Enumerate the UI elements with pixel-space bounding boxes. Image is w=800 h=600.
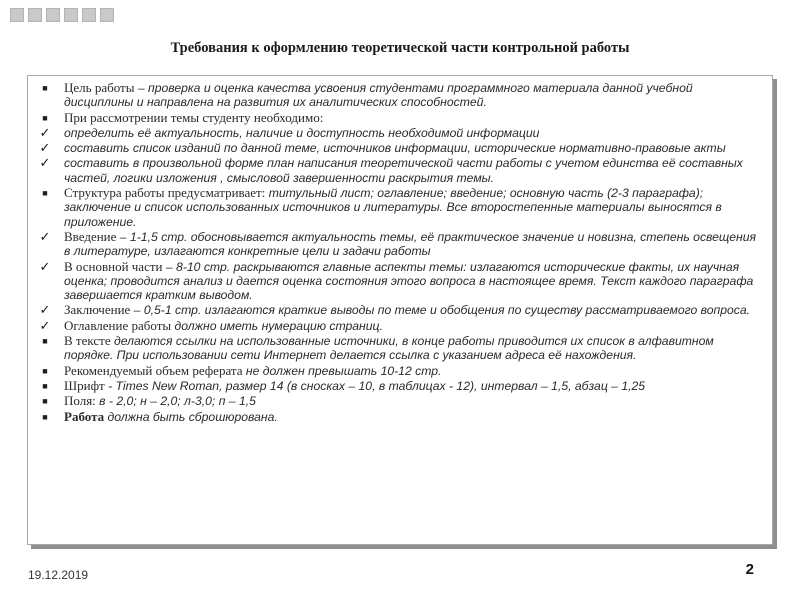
list-item [36, 260, 760, 303]
list-item [36, 410, 760, 424]
checkmark-bullet-icon: ✓ [39, 124, 51, 140]
square-bullet-icon: ■ [42, 365, 48, 376]
square-bullet-icon: ■ [42, 336, 48, 347]
item-text: – 1-1,5 стр. обосновывается актуальность темы, её практическое значение и новизна, степень освещения в литературе, излагаются конкретные цели и задачи работы [64, 229, 757, 259]
list-item [36, 394, 760, 408]
deco-square [10, 8, 24, 22]
slide-title: Требования к оформлению теоретической части контрольной работы [170, 40, 630, 56]
checkmark-bullet-icon: ✓ [39, 317, 51, 333]
list-item [36, 230, 760, 259]
item-lead: Работа [64, 408, 105, 424]
checkmark-bullet-icon: ✓ [39, 302, 51, 318]
item-lead: Цель работы [64, 80, 135, 95]
item-lead: В основной части [64, 258, 163, 274]
checkmark-bullet-icon: ✓ [39, 258, 51, 274]
deco-square [28, 8, 42, 22]
deco-square [100, 8, 114, 22]
item-text: определить её актуальность, наличие и доступность необходимой информации [64, 125, 540, 140]
content-box [27, 75, 773, 545]
page-number: 2 [745, 561, 754, 578]
deco-square [64, 8, 78, 22]
item-text: - Times New Roman, размер 14 (в сносках – 10, в таблицах - 12), интервал – 1,5, абзац – 1,25 [104, 378, 646, 393]
item-text: составить список изданий по данной теме, источников информации, исторические нормативно-правовые акты [64, 141, 726, 156]
list-item [36, 364, 760, 378]
item-lead: Заключение [64, 302, 131, 318]
requirements-list [36, 81, 760, 424]
item-text: не должен превышать 10-12 стр. [242, 363, 442, 378]
item-lead: Шрифт [64, 377, 105, 393]
square-bullet-icon: ■ [42, 188, 48, 199]
square-bullet-icon: ■ [42, 112, 48, 123]
item-text: в - 2,0; н – 2,0; л-3,0; п – 1,5 [95, 394, 256, 409]
list-item [36, 186, 760, 229]
item-text: должна быть сброшюрована. [104, 409, 278, 424]
square-bullet-icon: ■ [42, 83, 48, 93]
item-lead: Поля: [64, 393, 96, 409]
list-item [36, 334, 760, 363]
list-item [36, 141, 760, 155]
checkmark-bullet-icon: ✓ [39, 140, 51, 156]
item-text: делаются ссылки на использованные источники, в конце работы приводится их список в алфавитном порядке. При использовании сети Интернет делается ссылка с указанием адреса её нахождения. [64, 334, 714, 363]
item-text: титульный лист; оглавление; введение; основную часть (2-3 параграфа); заключение и список использованных источников и литературы. Все второстепенные материалы выносятся в приложение. [64, 186, 722, 229]
deco-square [46, 8, 60, 22]
item-text: должно иметь нумерацию страниц. [171, 318, 383, 333]
square-bullet-icon: ■ [42, 411, 48, 422]
list-item [36, 303, 760, 317]
list-item [36, 111, 760, 125]
footer-date: 19.12.2019 [28, 568, 89, 582]
deco-square [82, 8, 96, 22]
item-lead: Оглавление работы [64, 317, 172, 333]
checkmark-bullet-icon: ✓ [39, 155, 51, 171]
item-lead: Рекомендуемый объем реферата [64, 362, 243, 378]
item-text: составить в произвольной форме план написания теоретической части работы с учетом единства её составных частей, логики изложения , смысловой завершенности раскрытия темы. [64, 156, 743, 185]
item-lead: В тексте [64, 333, 111, 349]
item-text: – 8-10 стр. раскрываются главные аспекты темы: излагаются исторические факты, их научная оценка; проводится анализ и дается оценка состояния этого вопроса в настоящее время. Текст каждого параграфа завершается кратким выводом. [64, 259, 754, 303]
list-item [36, 319, 760, 333]
item-lead: При рассмотрении темы студенту необходимо: [64, 109, 324, 125]
square-bullet-icon: ■ [42, 396, 48, 407]
list-item [36, 379, 760, 393]
item-lead: Структура работы предусматривает: [64, 185, 266, 201]
list-item [36, 126, 760, 140]
list-item [36, 156, 760, 185]
square-bullet-icon: ■ [42, 380, 48, 391]
item-text: – 0,5-1 стр. излагаются краткие выводы по теме и обобщения по существу рассматриваемого вопроса. [130, 303, 751, 318]
item-lead: Введение [64, 228, 117, 244]
checkmark-bullet-icon: ✓ [39, 228, 51, 244]
item-text: – проверка и оценка качества усвоения студентами программного материала данной учебной дисциплины и направлена на развития их аналитических способностей. [64, 81, 693, 110]
list-item [36, 81, 760, 110]
